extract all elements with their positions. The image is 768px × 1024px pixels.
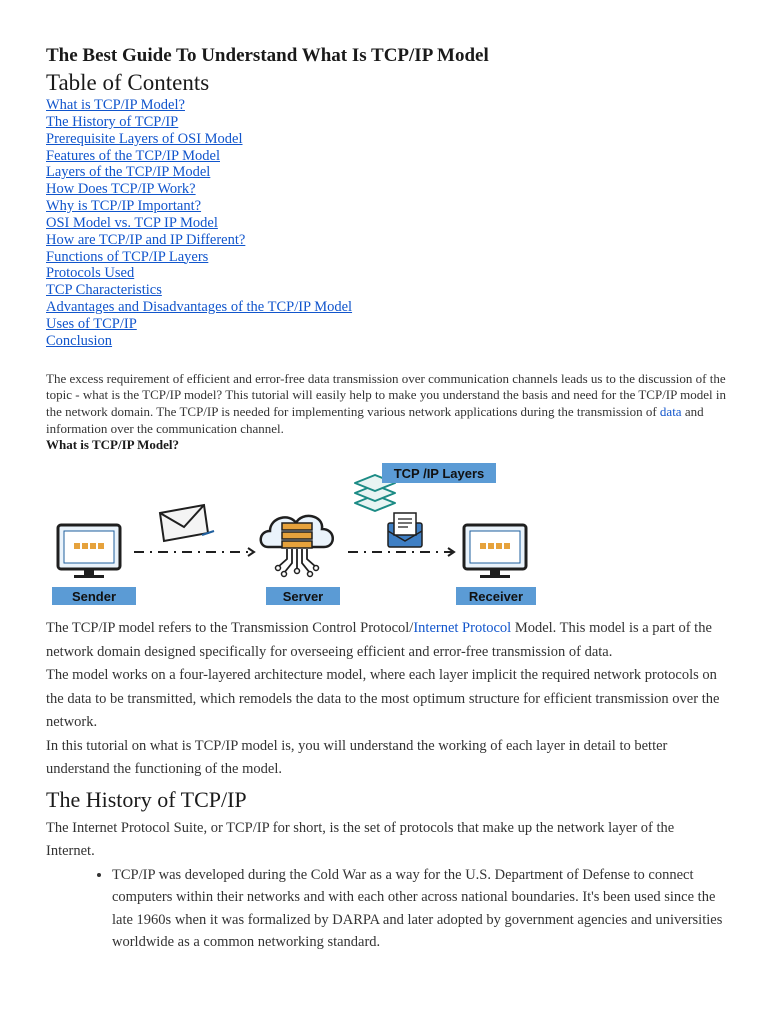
- toc-link[interactable]: Layers of the TCP/IP Model: [46, 164, 211, 181]
- data-link[interactable]: data: [659, 404, 682, 420]
- intro-paragraph: [46, 371, 726, 438]
- toc-item: [46, 232, 726, 249]
- toc-item: [46, 333, 726, 350]
- toc-link[interactable]: What is TCP/IP Model?: [46, 97, 185, 113]
- document-page: [46, 44, 726, 954]
- toc-link[interactable]: TCP Characteristics: [46, 282, 162, 299]
- email-icon: [388, 513, 422, 547]
- table-of-contents: [46, 97, 726, 350]
- toc-link[interactable]: OSI Model vs. TCP IP Model: [46, 214, 218, 231]
- toc-link[interactable]: How are TCP/IP and IP Different?: [46, 231, 246, 248]
- toc-item: [46, 198, 726, 215]
- history-bullet-list: [46, 864, 726, 954]
- toc-item: [46, 249, 726, 266]
- list-item: • TCP/IP was developed during the Cold War as a way for the U.S. Department of Defense to connect computers within their networks and with each other across national boundaries. It's been used since the late 1960s when it was formalized by DARPA and later adopted by government agencies and universities worldwide as a common networking standard.: [112, 864, 726, 954]
- envelope-icon: [160, 505, 214, 541]
- toc-item: [46, 181, 726, 198]
- sender-monitor-icon: [58, 525, 120, 578]
- toc-item: [46, 299, 726, 316]
- what-is-heading: What is TCP/IP Model?: [46, 437, 180, 453]
- server-cloud-icon: [261, 516, 333, 577]
- para1-text-end: Model. This model is a part of the network domain designed specifically for overseeing efficient and error-free transmission of data.: [46, 620, 712, 660]
- toc-item: [46, 282, 726, 299]
- toc-item: [46, 164, 726, 181]
- intro-text: The excess requirement of efficient and error-free data transmission over communication channels leads us to the discussion of the topic - what is the TCP/IP model? This tutorial will easily help to make you understand the basis and need for the TCP/IP model in the network domain. The TCP/IP is needed for implementing various network applications during the transmission of: [46, 370, 726, 420]
- receiver-monitor-icon: [464, 525, 526, 578]
- layers-label: TCP /IP Layers: [393, 466, 485, 482]
- server-label: Server: [282, 589, 324, 605]
- toc-item: [46, 316, 726, 333]
- tcp-ip-diagram: [52, 461, 552, 611]
- intro-text-end: and information over the communication channel.: [46, 404, 704, 436]
- toc-item: [46, 148, 726, 165]
- toc-item: [46, 265, 726, 282]
- history-heading: The History of TCP/IP: [46, 786, 247, 812]
- toc-link[interactable]: Conclusion: [46, 332, 113, 349]
- history-paragraph: The Internet Protocol Suite, or TCP/IP for short, is the set of protocols that make up the network layer of the Internet.: [46, 819, 675, 860]
- toc-item: [46, 97, 726, 114]
- toc-link[interactable]: Why is TCP/IP Important?: [46, 198, 202, 215]
- toc-link[interactable]: Uses of TCP/IP: [46, 315, 137, 332]
- toc-item: [46, 131, 726, 148]
- para1-text: The TCP/IP model refers to the Transmission Control Protocol/: [46, 620, 414, 637]
- architecture-paragraph: The model works on a four-layered architecture model, where each layer implicit the required network protocols on the data to be transmitted, which remodels the data to the most optimum structure for efficient transmission over the network.: [46, 667, 720, 731]
- toc-link[interactable]: Protocols Used: [46, 265, 135, 282]
- internet-protocol-link[interactable]: Internet Protocol: [413, 620, 512, 637]
- tutorial-paragraph: In this tutorial on what is TCP/IP model is, you will understand the working of each layer in detail to better understand the functioning of the model.: [46, 737, 668, 778]
- document-title: The Best Guide To Understand What Is TCP/IP Model: [46, 45, 489, 66]
- toc-link[interactable]: Advantages and Disadvantages of the TCP/IP Model: [46, 299, 353, 316]
- sender-label: Sender: [71, 589, 117, 605]
- toc-item: [46, 215, 726, 232]
- toc-link[interactable]: The History of TCP/IP: [46, 113, 179, 130]
- diagram-svg: [52, 461, 552, 611]
- model-definition-paragraph: [46, 617, 726, 664]
- toc-link[interactable]: Features of the TCP/IP Model: [46, 147, 220, 164]
- toc-heading: Table of Contents: [46, 70, 210, 95]
- toc-link[interactable]: Prerequisite Layers of OSI Model: [46, 130, 243, 147]
- receiver-label: Receiver: [468, 589, 524, 605]
- toc-link[interactable]: How Does TCP/IP Work?: [46, 181, 196, 198]
- toc-link[interactable]: Functions of TCP/IP Layers: [46, 248, 209, 265]
- toc-item: [46, 114, 726, 131]
